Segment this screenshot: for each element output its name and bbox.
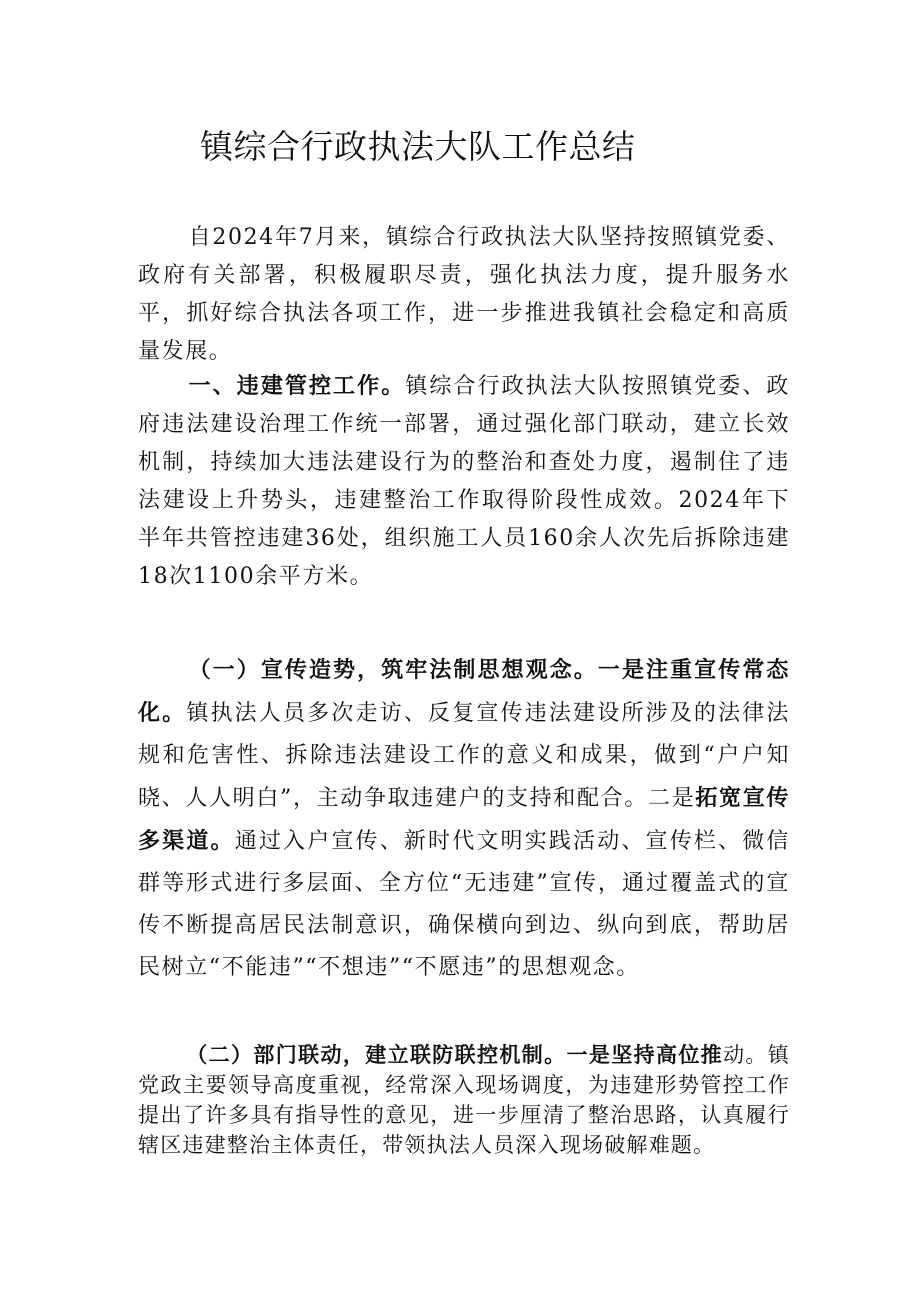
- subsection-publicity: [138, 649, 790, 989]
- point-label: 一是注重宣传常态化。: [138, 657, 790, 726]
- point-label-tail: 动。: [723, 1043, 768, 1067]
- point-label: 一是坚持高位推: [566, 1042, 724, 1067]
- document-title: 镇综合行政执法大队工作总结: [200, 127, 636, 166]
- point-text: 镇执法人员多次走访、反复宣传违法建设所涉及的法律法规和危害性、拆除违法建设工作的意义和成果，做到“户户知晓、人人明白”，主动争取违建户的支持和配合。: [138, 701, 790, 811]
- point-text: 通过入户宣传、新时代文明实践活动、宣传栏、微信群等形式进行多层面、全方位“无违建”宣传，通过覆盖式的宣传不断提高居民法制意识，确保横向到边、纵向到底，帮助居民树立“不能违”“不想违”“不愿违”的思想观念。: [138, 829, 790, 980]
- point-text: 镇党政主要领导高度重视，经常深入现场调度，为违建形势管控工作提出了许多具有指导性的意见，进一步厘清了整治思路，认真履行辖区违建整治主体责任，带领执法人员深入现场破解难题。: [138, 1043, 790, 1157]
- point-prefix: 二是: [648, 786, 696, 811]
- intro-paragraph: 自2024年7月来，镇综合行政执法大队坚持按照镇党委、政府有关部署，积极履职尽责，强化执法力度，提升服务水平，抓好综合执法各项工作，进一步推进我镇社会稳定和高质量发展。: [138, 225, 790, 364]
- section-heading: 一、违建管控工作。: [188, 373, 406, 399]
- subsection-heading: （二）部门联动，建立联防联控机制。: [186, 1042, 567, 1067]
- point-label: 拓宽宣传多渠道。: [138, 785, 790, 854]
- subsection-heading: （一）宣传造势，筑牢法制思想观念。: [188, 657, 598, 683]
- subsection-linkage: [138, 1040, 790, 1160]
- section-violation-control: [138, 367, 790, 596]
- section-body: 镇综合行政执法大队按照镇党委、政府违法建设治理工作统一部署，通过强化部门联动，建立长效机制，持续加大违法建设行为的整治和查处力度，遏制住了违法建设上升势头，违建整治工作取得阶段性成效。2024年下半年共管控违建36处，组织施工人员160余人次先后拆除违建18次1100余平方米。: [138, 374, 791, 589]
